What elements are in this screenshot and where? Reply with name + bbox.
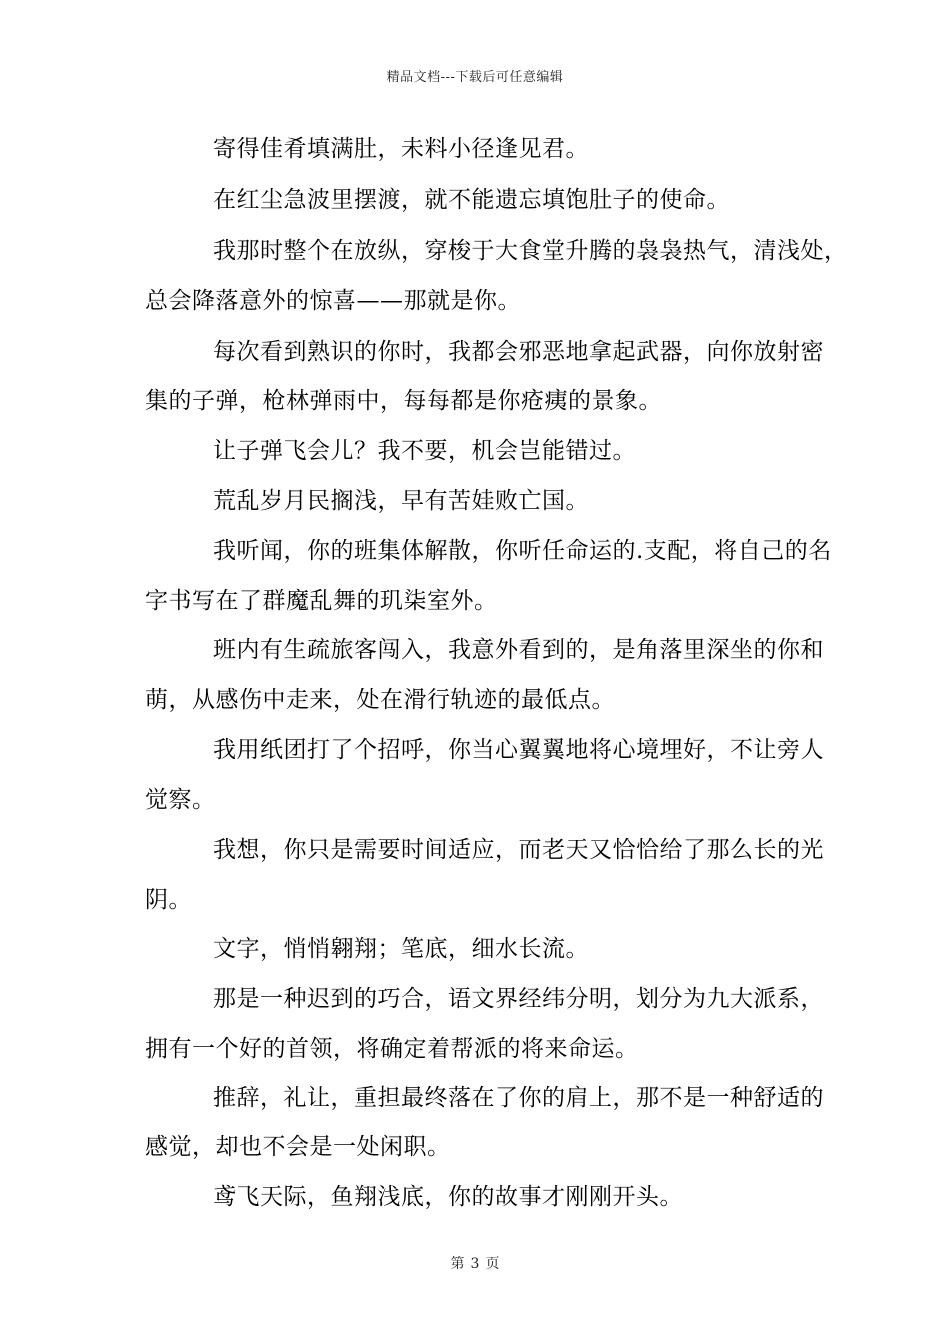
- text-line: 每次看到熟识的你时，我都会邪恶地拿起武器，向你放射密: [213, 339, 824, 365]
- text-line: 在红尘急波里摆渡，就不能遗忘填饱肚子的使命。: [213, 187, 730, 213]
- text-line: 觉察。: [145, 787, 216, 813]
- text-line: 文字，悄悄翱翔；笔底，细水长流。: [213, 936, 589, 962]
- page-number-suffix: 页: [485, 1256, 500, 1272]
- text-line: 拥有一个好的首领，将确定着帮派的将来命运。: [145, 1036, 639, 1062]
- text-line: 阴。: [145, 887, 192, 913]
- text-line: 总会降落意外的惊喜——那就是你。: [145, 288, 521, 314]
- text-line: 我用纸团打了个招呼，你当心翼翼地将心境埋好，不让旁人: [213, 737, 824, 763]
- text-line: 我那时整个在放纵，穿梭于大食堂升腾的袅袅热气，清浅处，: [213, 238, 848, 264]
- text-line: 我听闻，你的班集体解散，你听任命运的.支配，将自己的名: [213, 538, 832, 564]
- page-header: 精品文档---下载后可任意编辑: [386, 70, 564, 85]
- page-number: [0, 1253, 950, 1273]
- page-number-prefix: 第: [450, 1256, 465, 1272]
- page-number-value: 3: [470, 1256, 480, 1272]
- text-line: 寄得佳肴填满肚，未料小径逢见君。: [213, 136, 589, 162]
- text-line: 荒乱岁月民搁浅，早有苦娃败亡国。: [213, 488, 589, 514]
- text-line: 鸢飞天际，鱼翔浅底，你的故事才刚刚开头。: [213, 1184, 683, 1210]
- text-line: 萌，从感伤中走来，处在滑行轨迹的最低点。: [145, 687, 615, 713]
- text-line: 让子弹飞会儿？我不要，机会岂能错过。: [213, 438, 636, 464]
- text-line: 字书写在了群魔乱舞的玑柒室外。: [145, 588, 498, 614]
- text-line: 我想，你只是需要时间适应，而老天又恰恰给了那么长的光: [213, 837, 824, 863]
- text-line: 感觉，却也不会是一处闲职。: [145, 1134, 451, 1160]
- text-line: 推辞，礼让，重担最终落在了你的肩上，那不是一种舒适的: [213, 1085, 824, 1111]
- text-line: 那是一种迟到的巧合，语文界经纬分明，划分为九大派系，: [213, 986, 824, 1012]
- text-line: 班内有生疏旅客闯入，我意外看到的，是角落里深坐的你和: [213, 637, 824, 663]
- text-line: 集的子弹，枪林弹雨中，每每都是你疮痍的景象。: [145, 388, 662, 414]
